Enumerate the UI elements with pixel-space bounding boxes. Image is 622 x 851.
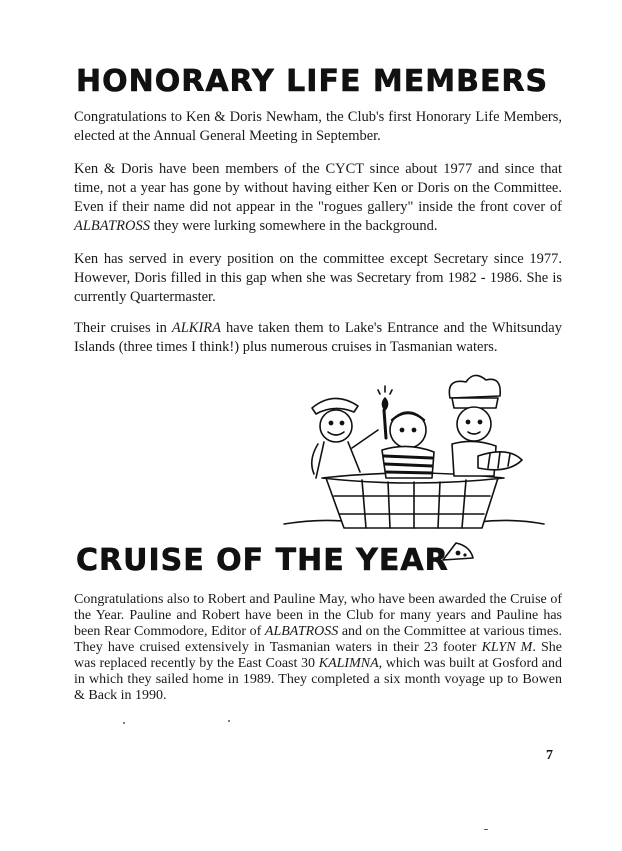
boat-name-kalimna: KALIMNA [318,656,379,671]
scan-speck [228,720,230,722]
cruise-text-a: Congratulations also to Robert and Pauline May, who have been awarded the Cruise of the Year. Pauline and Robert have been in the Club for many years and Pauline has been Rear Commodore, Editor of [74,592,562,639]
positions-paragraph [74,250,562,307]
cruise-paragraph [74,592,562,704]
page-number: 7 [546,748,553,763]
membership-text-a: Ken & Doris have been members of the CYCT since about 1977 and since that time, not a year has gone by without having either Ken or Doris on the Committee. Even if their name did not appear in the "rogues gallery" inside the front cover of [74,161,562,215]
boat-name-albatross-2: ALBATROSS [264,624,339,639]
cruises-text-a: Their cruises in [74,320,172,336]
positions-text: Ken has served in every position on the committee except Secretary since 1977. However, Doris filled in this gap when she was Secretary from 1982 - 1986. She is currently Quartermaster. [74,251,562,305]
cruise-text-d: , which was built at Gosford and in which they sailed home in 1989. They completed a six month voyage up to Bowen & Back in 1990. [74,656,563,703]
boat-name-alkira: ALKIRA [171,320,221,336]
cartoon-illustration [282,368,546,536]
water-line-right [478,520,544,524]
membership-paragraph [74,160,562,236]
section-heading: CRUISE OF THE YEAR [76,543,449,578]
cruise-text-c: . She was replaced recently by the East Coast 30 [74,640,562,671]
page-title: HONORARY LIFE MEMBERS [76,64,549,99]
scan-speck [484,829,488,830]
cheese-icon [440,540,476,564]
scan-speck [123,722,125,724]
cruise-text-b: and on the Committee at various times. They have cruised extensively in Tasmanian waters in their 23 footer [74,624,562,655]
boat-name-albatross: ALBATROSS [74,218,150,234]
wooden-tub [326,478,498,528]
cruises-text-b: have taken them to Lake's Entrance and the Whitsunday Islands (three times I think!) plus numerous cruises in Tasmanian waters. [74,320,562,355]
membership-text-b: they were lurking somewhere in the background. [150,218,438,234]
chef-hat [449,375,500,398]
intro-paragraph [74,108,562,146]
intro-text: Congratulations to Ken & Doris Newham, the Club's first Honorary Life Members, elected at the Annual General Meeting in September. [74,109,562,144]
boat-name-klyn-m: KLYN M [481,640,533,655]
cruises-paragraph [74,319,562,357]
